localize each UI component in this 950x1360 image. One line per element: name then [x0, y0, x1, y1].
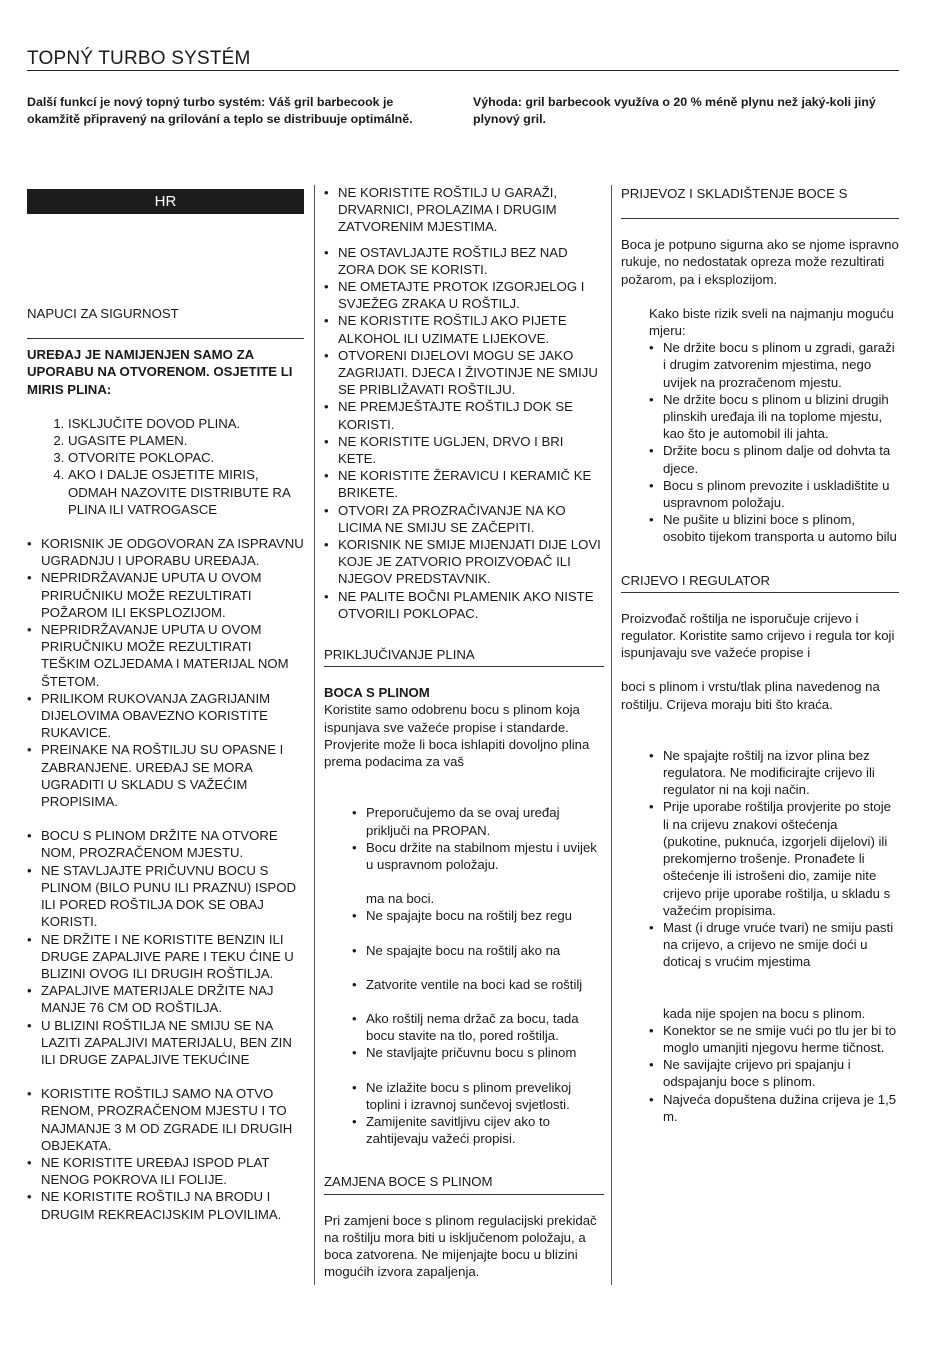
list-item: • NE OSTAVLJAJTE ROŠTILJ BEZ NAD ZORA DOK SE KORISTI.: [324, 244, 604, 278]
list-item: • NE KORISTITE UGLJEN, DRVO I BRI KETE.: [324, 433, 604, 467]
tips-list-5: [352, 1010, 604, 1062]
list-item: • Ne spajajte bocu na roštilj bez regu: [352, 907, 604, 924]
list-item: 4. AKO I DALJE OSJETITE MIRIS, ODMAH NAZOVITE DISTRIBUTE RA PLINA ILI VATROGASCE: [68, 466, 304, 518]
risk-list: [649, 339, 899, 545]
safety-bullets-c: [27, 1085, 304, 1223]
list-item: • Bocu držite na stabilnom mjestu i uvijek u uspravnom položaju.: [352, 839, 604, 873]
list-item: • NEPRIDRŽAVANJE UPUTA U OVOM PRIRUČNIKU MOŽE REZULTIRATI TEŠKIM OZLJEDAMA I MATERIJAL NOM ŠTETOM.: [27, 621, 304, 690]
list-item: • U BLIZINI ROŠTILJA NE SMIJU SE NA LAZITI ZAPALJIVI MATERIJALU, BEN ZIN ILI DRUGE ZAPALJIVE TEKUĆINE: [27, 1017, 304, 1069]
hose-block: [649, 747, 899, 1125]
list-item: 3. OTVORITE POKLOPAC.: [68, 449, 304, 466]
list-item: • Ne pušite u blizini boce s plinom, osobito tijekom transporta u automo bilu: [649, 511, 899, 545]
safety-bullets-main: [324, 244, 604, 622]
risk-intro: Kako biste rizik sveli na najmanju moguću mjeru:: [649, 305, 894, 339]
list-item: • PRILIKOM RUKOVANJA ZAGRIJANIM DIJELOVIMA OBAVEZNO KORISTITE RUKAVICE.: [27, 690, 304, 742]
list-item: • Držite bocu s plinom dalje od dohvta ta djece.: [649, 442, 899, 476]
list-item: • Mast (i druge vruće tvari) ne smiju pasti na crijevo, a crijevo ne smije doći u doticaj s vrućim mjestima: [649, 919, 899, 971]
column-divider-2: [611, 185, 612, 1285]
list-item: • Ne izlažite bocu s plinom prevelikoj toplini i izravnoj sunčevoj svjetlosti.: [352, 1079, 604, 1113]
list-item: • Zatvorite ventile na boci kad se roštilj: [352, 976, 604, 993]
list-item: • Konektor se ne smije vući po tlu jer bi to moglo umanjiti njegovu herme tičnost.: [649, 1022, 899, 1056]
section-heading-hose: CRIJEVO I REGULATOR: [621, 572, 899, 593]
warning-text: UREĐAJ JE NAMIJENJEN SAMO ZA UPORABU NA OTVORENOM. OSJETITE LI MIRIS PLINA:: [27, 347, 293, 397]
boca-text: Koristite samo odobrenu bocu s plinom koja ispunjava sve važeće propise i standarde. Provjerite može li boca ishlapiti dovoljno plina prema podacima za vaš: [324, 702, 590, 770]
tips-list-3: [352, 942, 604, 959]
list-item: • Ne držite bocu s plinom u zgradi, garaži i drugim zatvorenim mjestima, nego uvijek na prozračenom mjestu.: [649, 339, 899, 391]
column-1: [27, 305, 304, 1223]
list-item: 1. ISKLJUČITE DOVOD PLINA.: [68, 415, 304, 432]
hose-text-2: boci s plinom i vrstu/tlak plina navedenog na roštilju. Crijeva moraju biti što kraća.: [621, 679, 880, 712]
list-item: • Ne spajajte bocu na roštilj ako na: [352, 942, 604, 959]
list-item: 2. UGASITE PLAMEN.: [68, 432, 304, 449]
list-item: • Najveća dopuštena dužina crijeva je 1,5 m.: [649, 1091, 899, 1125]
section-heading-connect: PRIKLJUČIVANJE PLINA: [324, 646, 604, 667]
tips-list-4: [352, 976, 604, 993]
cylinder-tips: [352, 804, 604, 1147]
column-divider-1: [314, 185, 315, 1285]
list-item: • NE OMETAJTE PROTOK IZGORJELOG I SVJEŽEG ZRAKA U ROŠTILJ.: [324, 278, 604, 312]
safety-bullets-top: [324, 184, 604, 236]
intro-right: Výhoda: gril barbecook využíva o 20 % méně plynu než jaký-koli jiný plynový gril.: [473, 95, 876, 126]
hose-continuation: kada nije spojen na bocu s plinom.: [663, 1005, 866, 1021]
language-badge: HR: [27, 189, 304, 214]
list-item: • NE KORISTITE UREĐAJ ISPOD PLAT NENOG POKROVA ILI FOLIJE.: [27, 1154, 304, 1188]
column-3: [621, 185, 899, 1125]
list-item: • Ne stavljajte pričuvnu bocu s plinom: [352, 1044, 604, 1061]
list-item: • Preporučujemo da se ovaj uređaj priključi na PROPAN.: [352, 804, 604, 838]
title-divider: [27, 70, 899, 71]
list-item: • KORISTITE ROŠTILJ SAMO NA OTVO RENOM, PROZRAČENOM MJESTU I TO NAJMANJE 3 M OD ZGRADE ILI DRUGIH OBJEKATA.: [27, 1085, 304, 1154]
safety-bullets-b: [27, 827, 304, 1068]
safety-bullets-a: [27, 535, 304, 810]
transport-text: Boca je potpuno sigurna ako se njome ispravno rukuje, no nedostatak opreza može rezultirati požarom, pa i eksplozijom.: [621, 237, 899, 287]
list-item: • Prije uporabe roštilja provjerite po stoje li na crijevu znakovi oštećenja (pukotine, puknuća, izgorjeli dijelovi) ili prekomjerno trošenje. Pronađete li oštećenje ili istrošeni dio, zamije nite crijevo prije uporabe roštilja, u skladu s važećim propisima.: [649, 798, 899, 918]
list-item: • NE DRŽITE I NE KORISTITE BENZIN ILI DRUGE ZAPALJIVE PARE I TEKU ĆINE U BLIZINI OVOG ILI DRUGIH ROŠTILJA.: [27, 931, 304, 983]
section-heading-transport: PRIJEVOZ I SKLADIŠTENJE BOCE S: [621, 185, 899, 219]
tips-list-2: [352, 907, 604, 924]
list-item: • BOCU S PLINOM DRŽITE NA OTVORE NOM, PROZRAČENOM MJESTU.: [27, 827, 304, 861]
list-item: • Ne spajajte roštilj na izvor plina bez regulatora. Ne modificirajte crijevo ili regulator ni na koji način.: [649, 747, 899, 799]
list-item: • NE KORISTITE ROŠTILJ AKO PIJETE ALKOHOL ILI UZIMATE LIJEKOVE.: [324, 312, 604, 346]
tips-continuation: ma na boci.: [366, 891, 435, 907]
section-heading-safety: NAPUCI ZA SIGURNOST: [27, 305, 304, 339]
page-title: TOPNÝ TURBO SYSTÉM: [27, 48, 251, 69]
risk-block: [649, 305, 899, 546]
list-item: • OTVORENI DIJELOVI MOGU SE JAKO ZAGRIJATI. DJECA I ŽIVOTINJE NE SMIJU SE PRIBLIŽAVATI ROŠTILJU.: [324, 347, 604, 399]
list-item: • Zamijenite savitljivu cijev ako to zahtijevaju važeći propisi.: [352, 1113, 604, 1147]
list-item: • OTVORI ZA PROZRAČIVANJE NA KO LICIMA NE SMIJU SE ZAČEPITI.: [324, 502, 604, 536]
hose-list: [649, 747, 899, 971]
list-item: • NEPRIDRŽAVANJE UPUTA U OVOM PRIRUČNIKU MOŽE REZULTIRATI POŽAROM ILI EKSPLOZIJOM.: [27, 569, 304, 621]
boca-title: BOCA S PLINOM: [324, 685, 430, 701]
tips-list-6: [352, 1079, 604, 1148]
hose-list-2: [649, 1022, 899, 1125]
list-item: • Ne savijajte crijevo pri spajanju i odspajanju boce s plinom.: [649, 1056, 899, 1090]
list-item: • PREINAKE NA ROŠTILJU SU OPASNE I ZABRANJENE. UREĐAJ SE MORA UGRADITI U SKLADU S VAŽEĆIM PROPISIMA.: [27, 741, 304, 810]
replace-text: Pri zamjeni boce s plinom regulacijski prekidač na roštilju mora biti u isključenom položaju, a boca zatvorena. Ne mijenjajte bocu u blizini mogućih izvora zapaljenja.: [324, 1212, 597, 1280]
list-item: • NE PALITE BOČNI PLAMENIK AKO NISTE OTVORILI POKLOPAC.: [324, 588, 604, 622]
section-heading-replace: ZAMJENA BOCE S PLINOM: [324, 1173, 604, 1194]
list-item: • KORISNIK NE SMIJE MIJENJATI DIJE LOVI KOJE JE ZATVORIO PROIZVOĐAČ ILI NJEGOV PREDSTAVNIK.: [324, 536, 604, 588]
hose-text-1: Proizvođač roštilja ne isporučuje crijevo i regulator. Koristite samo crijevo i regula tor koji ispunjavaju sve važeće propise i: [621, 610, 895, 661]
list-item: • KORISNIK JE ODGOVORAN ZA ISPRAVNU UGRADNJU I UPORABU UREĐAJA.: [27, 535, 304, 569]
list-item: • Ne držite bocu s plinom u blizini drugih plinskih uređaja ili na toplome mjestu, kao što je automobil ili jahta.: [649, 391, 899, 443]
list-item: • NE PREMJEŠTAJTE ROŠTILJ DOK SE KORISTI.: [324, 398, 604, 432]
intro-left: Další funkcí je nový topný turbo systém: Váš gril barbecook je okamžitě připravený na grilování a teplo se distribuuje optimálně.: [27, 95, 413, 126]
tips-list-1: [352, 804, 604, 873]
list-item: • ZAPALJIVE MATERIJALE DRŽITE NAJ MANJE 76 CM OD ROŠTILJA.: [27, 982, 304, 1016]
list-item: • NE KORISTITE ROŠTILJ NA BRODU I DRUGIM REKREACIJSKIM PLOVILIMA.: [27, 1188, 304, 1222]
column-2: [324, 184, 604, 1280]
list-item: • NE KORISTITE ŽERAVICU I KERAMIČ KE BRIKETE.: [324, 467, 604, 501]
list-item: • Ako roštilj nema držač za bocu, tada bocu stavite na tlo, pored roštilja.: [352, 1010, 604, 1044]
list-item: • NE KORISTITE ROŠTILJ U GARAŽI, DRVARNICI, PROLAZIMA I DRUGIM ZATVORENIM MJESTIMA.: [324, 184, 604, 236]
list-item: • Bocu s plinom prevozite i uskladištite u uspravnom položaju.: [649, 477, 899, 511]
list-item: • NE STAVLJAJTE PRIČUVNU BOCU S PLINOM (BILO PUNU ILI PRAZNU) ISPOD ILI PORED ROŠTILJA DOK SE OBAJ KORISTI.: [27, 862, 304, 931]
gas-smell-steps: [27, 415, 304, 518]
